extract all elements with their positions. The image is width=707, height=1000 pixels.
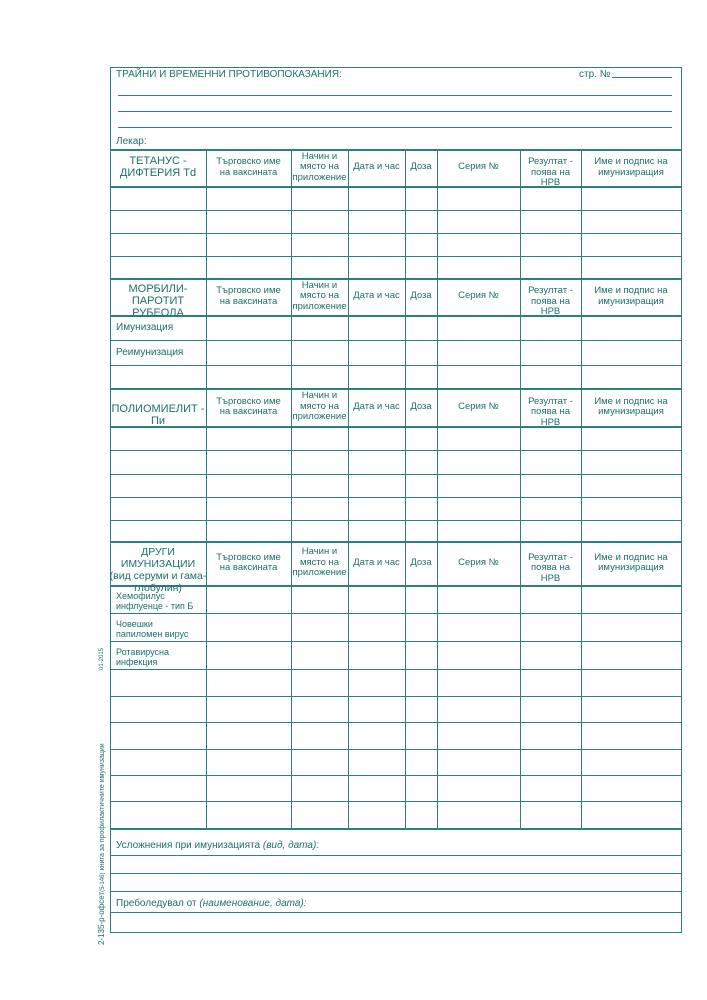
row-label-hib: Хемофилус инфлуенце - тип Б — [116, 591, 194, 611]
section-top-line — [110, 541, 681, 543]
table-row — [110, 669, 681, 670]
column-header-line: Серия № — [458, 290, 499, 302]
column-header-line: Дата и час — [353, 400, 400, 412]
column-header — [581, 157, 681, 178]
contraindications-line — [118, 111, 672, 112]
column-header-line: Начин и — [301, 150, 338, 162]
column-header-line: Доза — [410, 290, 432, 302]
column-header — [291, 547, 348, 579]
table-row — [110, 474, 681, 475]
complications-label: Усложнения при имунизацията (вид, дата): — [116, 840, 320, 851]
column-header-line: Резултат - — [528, 156, 573, 167]
column-header-line: Име и подпис на — [594, 395, 668, 407]
table-row — [110, 520, 681, 521]
column-header-line: Име и подпис на — [594, 156, 668, 167]
table-row — [110, 722, 681, 723]
column-header — [520, 553, 581, 585]
print-year-code: 01-2015 — [99, 647, 105, 670]
row-label-hpv: Човешки папиломен вирус — [116, 619, 189, 639]
table-row — [110, 233, 681, 234]
column-header-line: Резултат - — [528, 395, 573, 407]
column-header — [291, 391, 348, 423]
column-header-line: Дата и час — [353, 556, 400, 568]
table-row — [110, 497, 681, 498]
table-row — [110, 641, 681, 642]
column-header-line: Търговско име — [216, 551, 281, 563]
column-header-line: Име и подпис на — [594, 551, 668, 563]
column-header — [405, 291, 437, 302]
column-header-line: имунизиращия — [598, 295, 664, 307]
column-header-line: имунизиращия — [598, 562, 664, 573]
section-title-mmr: МОРБИЛИ-ПАРОТИТ РУБЕОЛА — [128, 283, 188, 319]
column-header — [348, 558, 405, 569]
section-top-line — [110, 278, 681, 280]
column-header-line: приложение — [292, 411, 347, 423]
column-line — [520, 541, 521, 828]
column-header-line: Доза — [410, 400, 432, 412]
column-header — [437, 162, 520, 173]
table-row — [110, 210, 681, 211]
column-header-line: Доза — [410, 556, 432, 568]
column-header — [581, 553, 681, 574]
column-header-line: на ваксината — [219, 406, 278, 417]
column-header-line: Серия № — [458, 556, 499, 568]
column-header-line: Име и подпис на — [594, 285, 668, 296]
column-header-line: поява на НРВ — [531, 406, 570, 428]
print-code: 2-135-р-офсет(5-146) книга за профилактичните имунизации — [97, 743, 106, 945]
row-label-rotavirus: Ротавирусна инфекция — [116, 647, 170, 667]
table-row — [110, 801, 681, 802]
column-header-line: поява на НРВ — [531, 562, 570, 584]
recovered-top-line — [110, 891, 681, 892]
column-header — [520, 397, 581, 429]
column-header-line: място на — [299, 161, 340, 173]
table-row — [110, 775, 681, 776]
column-header-line: Серия № — [458, 400, 499, 412]
outer-border-left — [110, 67, 111, 932]
column-header-line: място на — [299, 556, 340, 568]
column-header-line: Резултат - — [528, 551, 573, 563]
table-row — [110, 340, 681, 341]
column-header-line: Търговско име — [216, 285, 281, 296]
column-header — [206, 397, 291, 418]
column-header — [348, 291, 405, 302]
table-row — [110, 696, 681, 697]
column-header-line: поява на НРВ — [531, 166, 570, 188]
column-header-line: Начин и — [301, 390, 338, 402]
column-header-line: Търговско име — [216, 156, 281, 167]
column-header-line: Дата и час — [353, 161, 400, 173]
contraindications-line — [118, 127, 672, 128]
column-header — [581, 397, 681, 418]
column-line — [581, 541, 582, 828]
column-header-line: имунизиращия — [598, 166, 664, 178]
outer-border-bottom — [110, 932, 682, 933]
complications-top-line — [110, 828, 681, 830]
column-header-line: място на — [299, 290, 340, 302]
row-label-reimmunization: Реимунизация — [116, 347, 184, 358]
column-header — [405, 162, 437, 173]
row-label-immunization: Имунизация — [116, 322, 174, 333]
column-line — [405, 541, 406, 828]
column-header-line: приложение — [292, 567, 347, 579]
table-row — [110, 450, 681, 451]
column-header — [348, 162, 405, 173]
column-header — [348, 402, 405, 413]
complications-line — [110, 873, 681, 874]
complications-line — [110, 855, 681, 856]
column-header-line: на ваксината — [219, 295, 278, 307]
column-header — [405, 558, 437, 569]
column-header-line: приложение — [292, 171, 347, 183]
column-header-line: Доза — [410, 161, 432, 173]
column-header-line: Серия № — [458, 161, 499, 173]
column-header — [437, 291, 520, 302]
contraindications-line — [118, 95, 672, 96]
table-row — [110, 256, 681, 257]
column-header-line: място на — [299, 400, 340, 412]
table-row — [110, 749, 681, 750]
column-header-line: Търговско име — [216, 395, 281, 407]
column-line — [348, 541, 349, 828]
outer-border-top — [110, 67, 681, 68]
column-header-line: на ваксината — [219, 562, 278, 573]
section-title-tetanus: ТЕТАНУС - ДИФТЕРИЯ Td — [119, 155, 197, 179]
header-bottom-line — [110, 186, 681, 188]
contraindications-title: ТРАЙНИ И ВРЕМЕННИ ПРОТИВОПОКАЗАНИЯ: — [116, 69, 342, 80]
doctor-label: Лекар: — [116, 136, 147, 147]
column-line — [291, 541, 292, 828]
column-header-line: имунизиращия — [598, 406, 664, 417]
column-header-line: приложение — [292, 300, 347, 312]
column-header — [206, 286, 291, 307]
table-row — [110, 613, 681, 614]
table-row — [110, 365, 681, 366]
column-header — [405, 402, 437, 413]
column-header — [520, 286, 581, 318]
column-header — [520, 157, 581, 189]
section-top-line — [110, 388, 681, 390]
column-header-line: Начин и — [301, 546, 338, 558]
page-number-label: стр. № — [579, 69, 611, 80]
section-title-polio: ПОЛИОМИЕЛИТ - Пи — [111, 403, 205, 427]
column-header — [206, 553, 291, 574]
column-header-line: поява на НРВ — [531, 295, 570, 317]
section-top-line — [110, 149, 681, 151]
page-number-line — [612, 77, 672, 78]
column-header — [291, 281, 348, 313]
column-header — [206, 157, 291, 178]
recovered-label: Преболедувал от (наименование, дата): — [116, 898, 307, 909]
recovered-line — [110, 912, 681, 913]
column-header-line: Начин и — [301, 279, 338, 291]
column-line — [437, 541, 438, 828]
outer-border-right — [681, 67, 682, 932]
column-header-line: Дата и час — [353, 290, 400, 302]
column-header — [437, 402, 520, 413]
column-header — [581, 286, 681, 307]
column-header-line: Резултат - — [528, 285, 573, 296]
column-header-line: на ваксината — [219, 166, 278, 178]
column-header — [291, 152, 348, 184]
column-header — [437, 558, 520, 569]
section-title-other: ДРУГИ ИМУНИЗАЦИИ (вид серуми и гама- глобулин) — [109, 546, 207, 594]
